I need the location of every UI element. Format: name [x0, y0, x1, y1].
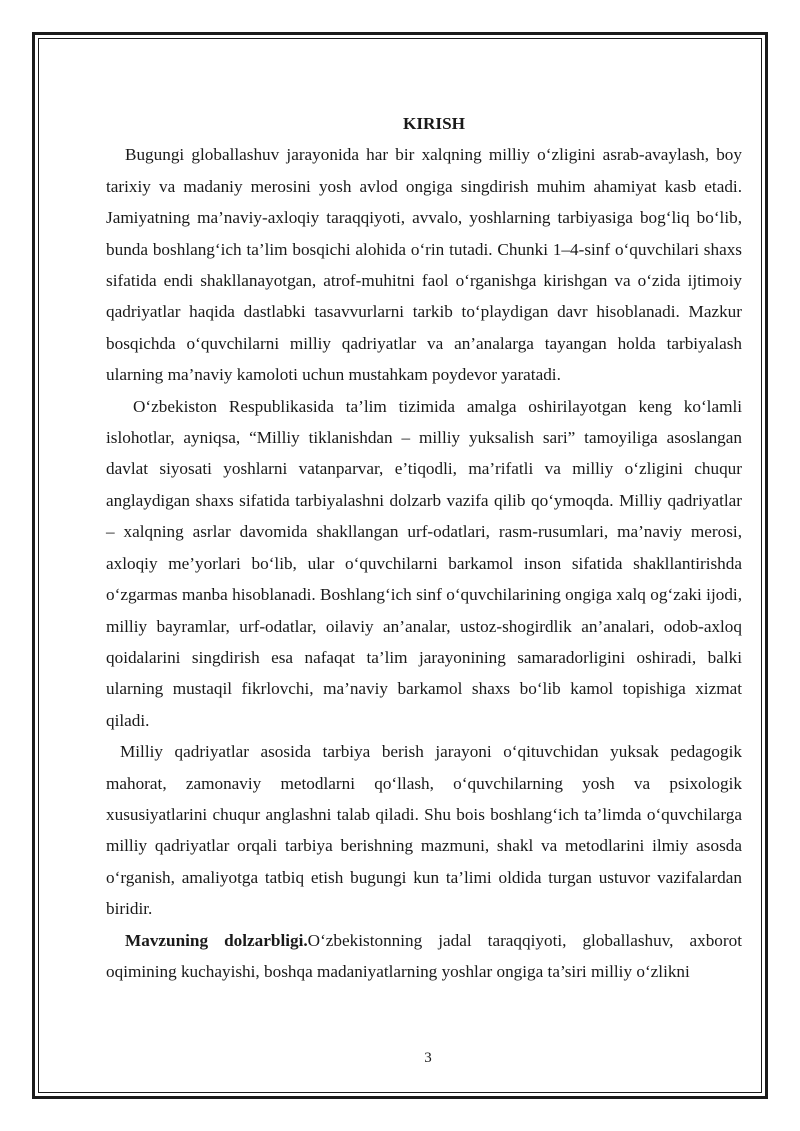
paragraph-4	[106, 925, 742, 988]
page-number: 3	[424, 1050, 432, 1066]
section-heading: KIRISH	[402, 114, 466, 133]
paragraph-3: Milliy qadriyatlar asosida tarbiya berish jarayoni o‘qituvchidan yuksak pedagogik mahorat, zamonaviy metodlarni qo‘llash, o‘quvchilarning yosh va psixologik xususiyatlarini chuqur anglashni talab qiladi. Shu bois boshlang‘ich ta’limda o‘quvchilarga milliy qadriyatlar orqali tarbiya berishning mazmuni, shakl va metodlarini ilmiy asosda o‘rganish, amaliyotga tatbiq etish bugungi kun ta’limi oldida turgan ustuvor vazifalardan biridir.	[106, 742, 742, 919]
paragraph-2: O‘zbekiston Respublikasida ta’lim tizimida amalga oshirilayotgan keng ko‘lamli islohotlar, ayniqsa, “Milliy tiklanishdan – milliy yuksalish sari” tamoyiliga asoslangan davlat siyosati yoshlarni vatanparvar, e’tiqodli, ma’rifatli va milliy o‘zligini chuqur anglaydigan shaxs sifatida tarbiyalashni dolzarb vazifa qilib qo‘ymoqda. Milliy qadriyatlar – xalqning asrlar davomida shakllangan urf-odatlari, rasm-rusumlari, ma’naviy merosi, axloqiy me’yorlari bo‘lib, ular o‘quvchilarni barkamol inson sifatida shakllantirishda o‘zgarmas manba hisoblanadi. Boshlang‘ich sinf o‘quvchilarining ongiga xalq og‘zaki ijodi, milliy bayramlar, urf-odatlar, oilaviy an’analar, ustoz-shogirdlik an’analari, odob-axloq qoidalarini singdirish esa nafaqat ta’lim jarayonining samaradorligini oshiradi, balki ularning mustaqil fikrlovchi, ma’naviy barkamol shaxs bo‘lib kamol topishiga xizmat qiladi.	[106, 396, 742, 730]
relevance-text: O‘zbekistonning jadal taraqqiyoti, globallashuv, axborot oqimining kuchayishi, boshqa madaniyatlarning yoshlar ongiga ta’siri milliy o‘zlikni	[106, 930, 742, 981]
document-body	[106, 108, 742, 987]
paragraph-1: Bugungi globallashuv jarayonida har bir xalqning milliy o‘zligini asrab-avaylash, boy tarixiy va madaniy merosini yosh avlod ongiga singdirish muhim ahamiyat kasb etadi. Jamiyatning ma’naviy-axloqiy taraqqiyoti, avvalo, yoshlarning tarbiyasiga bog‘liq bo‘lib, bunda boshlang‘ich ta’lim bosqichi alohida o‘rin tutadi. Chunki 1–4-sinf o‘quvchilari shaxs sifatida endi shakllanayotgan, atrof-muhitni faol o‘rganishga kirishgan va o‘zida ijtimoiy qadriyatlar haqida dastlabki tasavvurlarni tarkib to‘playdigan davr hisoblanadi. Mazkur bosqichda o‘quvchilarni milliy qadriyatlar va an’analarga tayangan holda tarbiyalash ularning ma’naviy kamoloti uchun mustahkam poydevor yaratadi.	[106, 145, 742, 385]
relevance-lead: Mavzuning dolzarbligi.	[125, 930, 308, 950]
